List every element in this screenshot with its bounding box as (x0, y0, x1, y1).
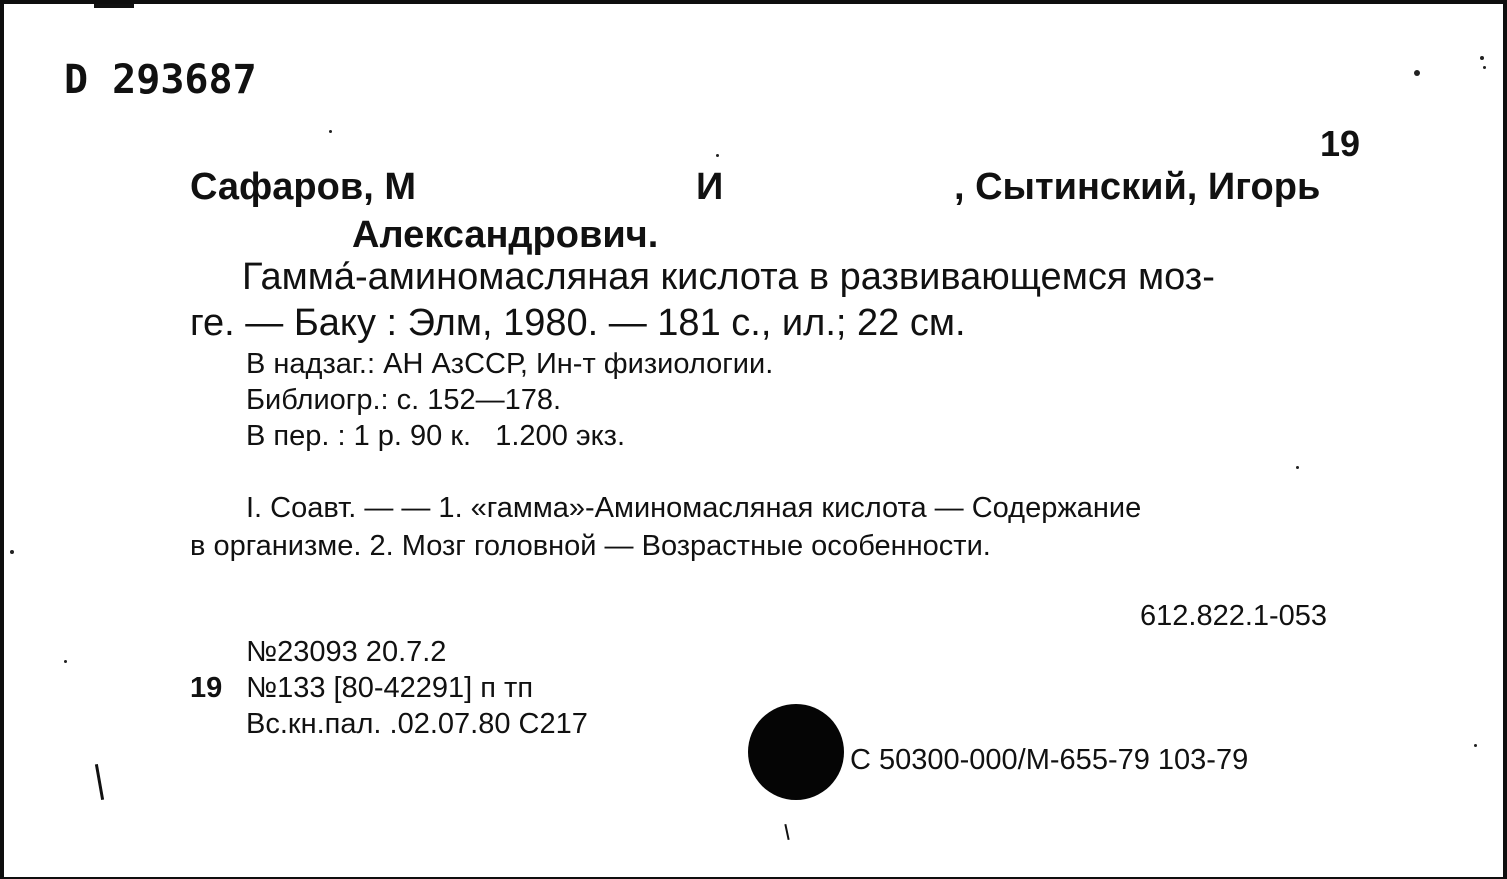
title-line-2: ге. — Баку : Элм, 1980. — 181 с., ил.; 22 см. (190, 302, 966, 344)
note-bibliography: Библиогр.: с. 152—178. (246, 384, 562, 416)
inventory-number: D 293687 (64, 57, 257, 103)
author-patronymic: Александрович. (352, 214, 659, 256)
author-initial: И (696, 166, 724, 208)
speck (10, 550, 14, 554)
order-line-2: №133 [80-42291] п тп (246, 672, 534, 704)
order-line-3: Вс.кн.пал. .02.07.80 С217 (246, 708, 588, 740)
scan-mark (784, 824, 789, 840)
order-line-1: №23093 20.7.2 (246, 636, 447, 668)
speck (1483, 66, 1486, 69)
scan-mark (94, 4, 134, 8)
speck (1474, 744, 1477, 747)
speck (1480, 56, 1484, 60)
speck (716, 154, 719, 157)
udc-code: 612.822.1-053 (1140, 600, 1328, 632)
subjects-line-2: в организме. 2. Мозг головной — Возрастные особенности. (190, 530, 991, 562)
classification-code: С 50300-000/М-655-79 103-79 (850, 744, 1249, 776)
subjects-line-1: I. Соавт. — — 1. «гамма»-Аминомасляная кислота — Содержание (246, 492, 1142, 524)
speck (329, 130, 332, 133)
speck (1414, 70, 1420, 76)
punch-hole (748, 704, 844, 800)
author-secondary: , Сытинский, Игорь (954, 166, 1321, 208)
year-top: 19 (1320, 123, 1361, 164)
order-year: 19 (190, 672, 223, 704)
note-price: В пер. : 1 р. 90 к. 1.200 экз. (246, 420, 626, 452)
note-header: В надзаг.: АН АзССР, Ин-т физиологии. (246, 348, 774, 380)
author-primary: Сафаров, М (190, 166, 416, 208)
title-line-1: Гамма́-аминомасляная кислота в развивающемся моз- (242, 256, 1215, 298)
speck (64, 660, 67, 663)
speck (1296, 466, 1299, 469)
scan-mark (95, 764, 104, 800)
